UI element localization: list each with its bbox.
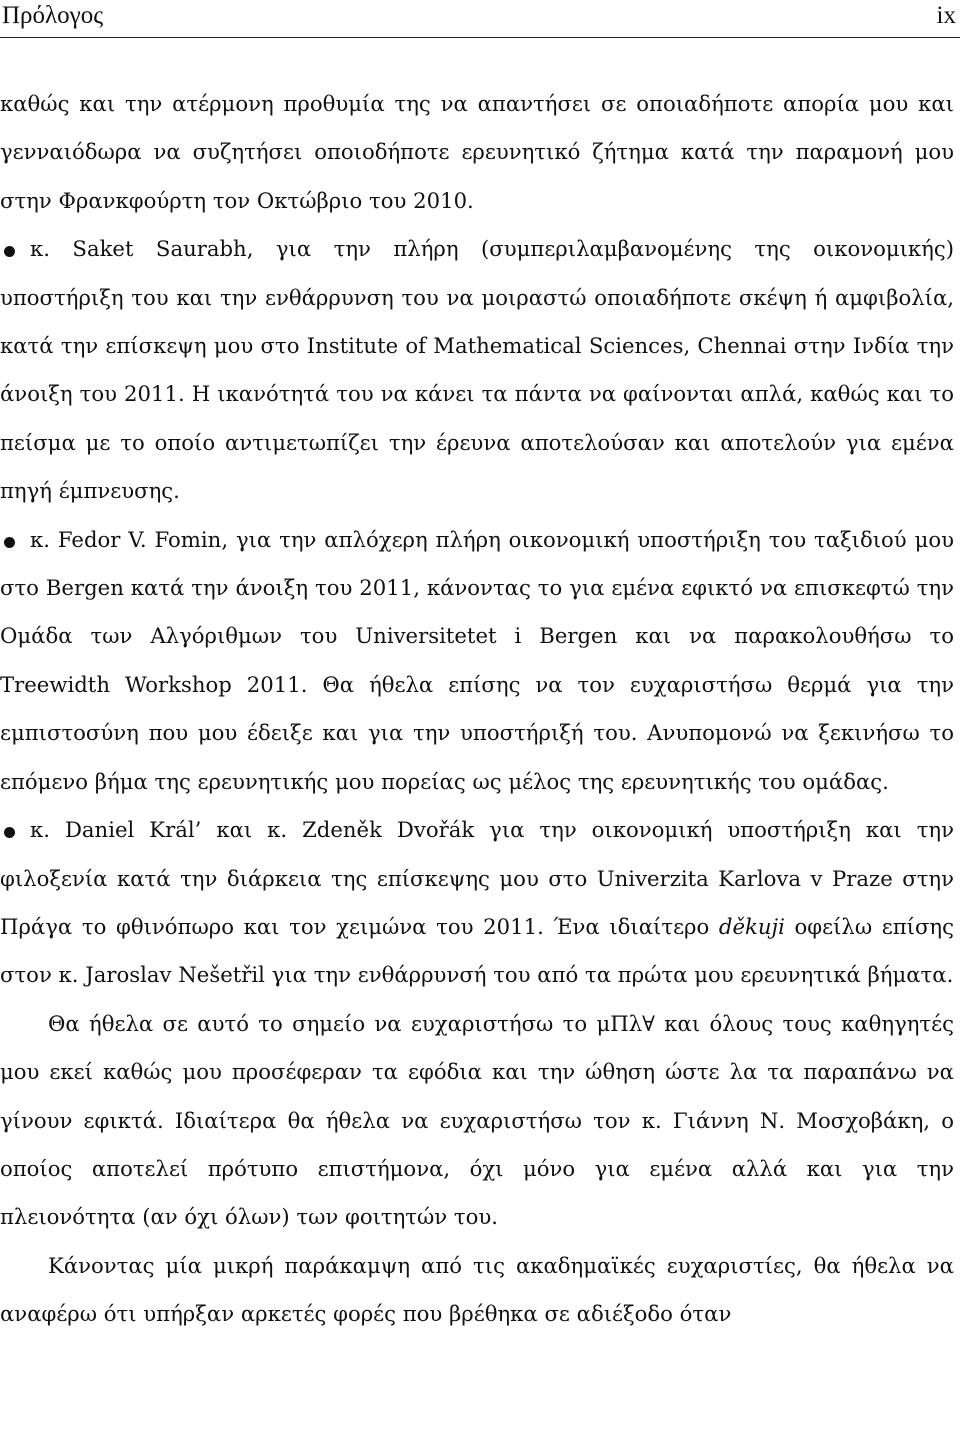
- list-item-text-before: κ. Daniel Král’ και κ. Zdeněk Dvořák για την οικονομική υποστήριξη και την φιλοξενία κατά την διάρκεια της επίσκεψης μου στο Univerzita Karlova v Praze στην Πράγα το φθινόπωρο και τον χειμώνα του 2011. Ένα ιδιαίτερο: [0, 817, 954, 939]
- list-item: [0, 225, 954, 515]
- page-number: ix: [936, 2, 956, 29]
- list-item-text-after: οφείλω επίσης στον κ. Jaroslav Nešetřil για την ενθάρρυνσή του από τα πρώτα μου ερευνητικά βήματα.: [0, 913, 954, 988]
- emphasis-word: děkuji: [718, 913, 785, 939]
- header-rule: [0, 37, 960, 38]
- list-item: [0, 516, 954, 806]
- page-header: [0, 0, 960, 40]
- bullet-icon: [4, 827, 15, 838]
- bullet-icon: [4, 537, 15, 548]
- list-item-text: κ. Saket Saurabh, για την πλήρη (συμπεριλαμβανομένης της οικονομικής) υποστήριξη του και την ενθάρρυνση του να μοιραστώ οποιαδήποτε σκέψη ή αμφιβολία, κατά την επίσκεψη μου στο Institute of Mathematical Sciences, Chennai στην Ινδία την άνοιξη του 2011. Η ικανότητά του να κάνει τα πάντα να φαίνονται απλά, καθώς και το πείσμα με το οποίο αντιμετωπίζει την έρευνα αποτελούσαν και αποτελούν για εμένα πηγή έμπνευσης.: [0, 236, 954, 504]
- running-title: Πρόλογος: [2, 2, 104, 29]
- page-body: [0, 80, 954, 1339]
- continuation-paragraph: καθώς και την ατέρμονη προθυμία της να απαντήσει σε οποιαδήποτε απορία μου και γενναιόδωρα να συζητήσει οποιοδήποτε ερευνητικό ζήτημα κατά την παραμονή μου στην Φρανκφούρτη τον Οκτώβριο του 2010.: [0, 91, 954, 213]
- body-paragraph: Κάνοντας μία μικρή παράκαμψη από τις ακαδημαϊκές ευχαριστίες, θα ήθελα να αναφέρω ότι υπήρξαν αρκετές φορές που βρέθηκα σε αδιέξοδο όταν: [0, 1252, 954, 1327]
- body-paragraph: Θα ήθελα σε αυτό το σημείο να ευχαριστήσω το μΠλ∀ και όλους τους καθηγητές μου εκεί καθώς μου προσέφεραν τα εφόδια και την ώθηση ώστε λα τα παραπάνω να γίνουν εφικτά. Ιδιαίτερα θα ήθελα να ευχαριστήσω τον κ. Γιάννη Ν. Μοσχοβάκη, ο οποίος αποτελεί πρότυπο επιστήμονα, όχι μόνο για εμένα αλλά και για την πλειονότητα (αν όχι όλων) των φοιτητών του.: [0, 1010, 954, 1230]
- acknowledgement-list: [0, 225, 954, 1000]
- list-item-text: κ. Fedor V. Fomin, για την απλόχερη πλήρη οικονομική υποστήριξη του ταξιδιού μου στο Bergen κατά την άνοιξη του 2011, κάνοντας το για εμένα εφικτό να επισκεφτώ την Ομάδα των Αλγόριθμων του Universitetet i Bergen και να παρακολουθήσω το Treewidth Workshop 2011. Θα ήθελα επίσης να τον ευχαριστήσω θερμά για την εμπιστοσύνη που μου έδειξε και για την υποστήριξή του. Ανυπομονώ να ξεκινήσω το επόμενο βήμα της ερευνητικής μου πορείας ως μέλος της ερευνητικής του ομάδας.: [0, 526, 954, 794]
- bullet-icon: [4, 246, 15, 257]
- list-item: [0, 806, 954, 1000]
